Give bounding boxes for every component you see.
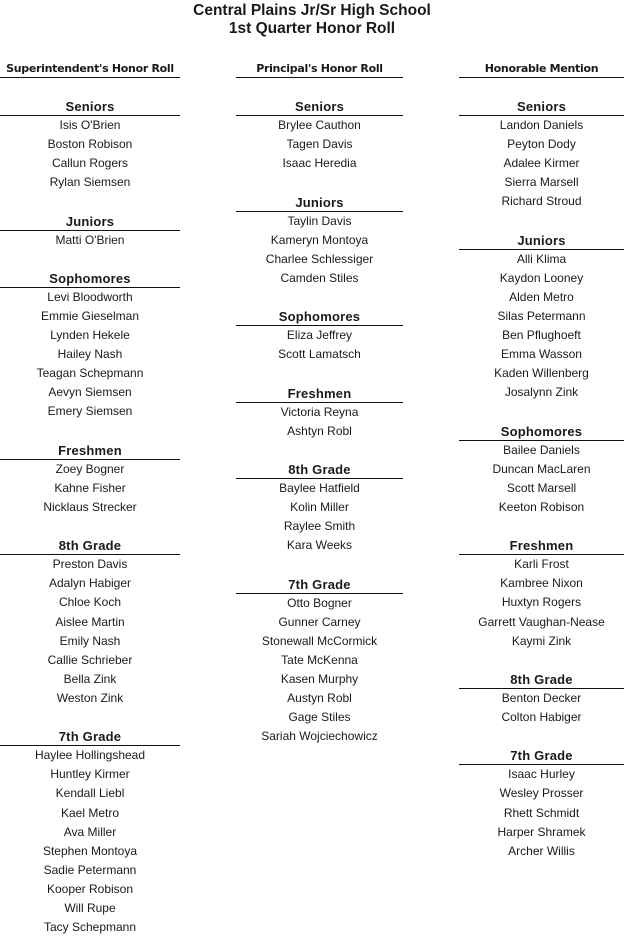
student-name: Eliza Jeffrey (286, 328, 353, 343)
student-list (236, 116, 403, 173)
student-name: Ava Miller (63, 824, 117, 839)
student-name: Kaymi Zink (511, 633, 572, 648)
student-name: Otto Bogner (287, 595, 352, 610)
student-list (459, 555, 624, 650)
student-name: Ashtyn Robl (287, 423, 352, 438)
grade-section (459, 537, 624, 650)
grade-heading: 8th Grade (459, 671, 624, 689)
student-list (0, 460, 180, 517)
grade-heading: Freshmen (236, 385, 403, 403)
student-name: Kaden Willenberg (494, 366, 589, 381)
student-name: Emma Wasson (501, 347, 582, 362)
grade-section (459, 747, 624, 860)
student-name: Josalynn Zink (504, 385, 579, 400)
grade-section (236, 385, 403, 441)
student-name: Stephen Montoya (42, 843, 138, 858)
student-list (0, 746, 180, 937)
student-name: Emily Nash (59, 633, 121, 648)
student-name: Austyn Robl (287, 690, 352, 705)
student-name: Raylee Smith (283, 519, 356, 534)
grade-heading: Seniors (459, 98, 624, 116)
student-name: Harper Shramek (497, 824, 586, 839)
student-list (236, 594, 403, 747)
student-list (459, 441, 624, 517)
student-list (459, 689, 624, 727)
student-name: Scott Marsell (506, 480, 577, 495)
grade-section (0, 270, 180, 422)
student-name: Victoria Reyna (280, 404, 359, 419)
student-name: Kaydon Looney (499, 270, 584, 285)
student-name: Zoey Bogner (55, 461, 125, 476)
student-name: Haylee Hollingshead (34, 748, 146, 763)
grade-heading: Freshmen (459, 537, 624, 555)
student-name: Kendall Liebl (55, 786, 125, 801)
grade-heading: Juniors (0, 213, 180, 231)
student-name: Chloe Koch (58, 595, 122, 610)
grade-section (0, 213, 180, 250)
grade-section (459, 98, 624, 211)
student-name: Weston Zink (56, 690, 124, 705)
student-name: Kolin Miller (290, 499, 349, 514)
column-heading: Honorable Mention (459, 62, 624, 78)
grade-heading: Sophomores (236, 308, 403, 326)
grade-heading: Juniors (236, 194, 403, 212)
student-list (0, 288, 180, 422)
student-name: Sariah Wojciechowicz (261, 729, 378, 744)
grade-heading: 8th Grade (236, 461, 403, 479)
student-name: Kael Metro (60, 805, 120, 820)
student-name: Karli Frost (514, 557, 569, 572)
student-name: Alli Klima (516, 251, 567, 266)
student-name: Isaac Hurley (508, 767, 575, 782)
grade-heading: Sophomores (459, 423, 624, 441)
student-name: Gunner Carney (278, 614, 361, 629)
student-name: Colton Habiger (501, 710, 582, 725)
student-list (0, 116, 180, 192)
student-name: Gage Stiles (288, 710, 351, 725)
student-list (236, 212, 403, 288)
grade-heading: Seniors (0, 98, 180, 116)
column-heading: Principal's Honor Roll (236, 62, 403, 78)
student-name: Adalyn Habiger (48, 576, 132, 591)
document-title: Central Plains Jr/Sr High School (193, 2, 431, 19)
student-name: Sierra Marsell (504, 175, 579, 190)
student-list (459, 116, 624, 211)
student-name: Teagan Schepmann (36, 366, 144, 381)
student-name: Emery Siemsen (47, 404, 133, 419)
student-name: Isis O'Brien (59, 118, 121, 132)
grade-section (236, 308, 403, 364)
student-name: Charlee Schlessiger (265, 251, 374, 266)
student-name: Aevyn Siemsen (48, 385, 132, 400)
grade-section (236, 461, 403, 555)
student-name: Peyton Dody (507, 137, 576, 152)
student-name: Emmie Gieselman (40, 308, 140, 323)
student-name: Adalee Kirmer (503, 156, 580, 171)
student-name: Duncan MacLaren (492, 461, 591, 476)
student-name: Nicklaus Strecker (43, 499, 137, 514)
student-name: Tacy Schepmann (43, 920, 137, 935)
student-list (459, 765, 624, 860)
document-subtitle: 1st Quarter Honor Roll (228, 20, 396, 37)
grade-section (0, 728, 180, 937)
student-name: Preston Davis (52, 557, 128, 572)
grade-heading: Juniors (459, 232, 624, 250)
grade-section (0, 98, 180, 192)
column-heading: Superintendent's Honor Roll (0, 62, 180, 78)
student-name: Isaac Heredia (282, 156, 357, 171)
grade-heading: 8th Grade (0, 537, 180, 555)
student-name: Benton Decker (501, 691, 582, 705)
grade-section (459, 232, 624, 403)
student-name: Wesley Prosser (499, 786, 584, 801)
grade-heading: 7th Grade (459, 747, 624, 765)
student-name: Callie Schrieber (47, 652, 133, 667)
student-name: Scott Lamatsch (278, 347, 361, 362)
grade-heading: 7th Grade (236, 576, 403, 594)
student-name: Will Rupe (64, 901, 116, 916)
grade-heading: Sophomores (0, 270, 180, 288)
student-name: Taylin Davis (287, 213, 352, 228)
student-name: Richard Stroud (501, 194, 582, 209)
student-name: Tagen Davis (286, 137, 353, 152)
grade-heading: 7th Grade (0, 728, 180, 746)
student-name: Ben Pflughoeft (502, 328, 581, 343)
student-name: Boston Robison (47, 137, 133, 152)
student-name: Alden Metro (509, 289, 574, 304)
student-name: Bailee Daniels (503, 442, 580, 457)
student-name: Hailey Nash (57, 347, 123, 362)
student-name: Rylan Siemsen (49, 175, 131, 190)
student-name: Bella Zink (63, 671, 117, 686)
student-name: Kameryn Montoya (270, 232, 369, 247)
grade-section (236, 194, 403, 288)
student-name: Silas Petermann (497, 308, 586, 323)
student-name: Baylee Hatfield (279, 480, 360, 495)
student-list (236, 326, 403, 364)
student-name: Stonewall McCormick (261, 633, 378, 648)
student-name: Lynden Hekele (50, 328, 130, 343)
student-name: Aislee Martin (55, 614, 125, 629)
student-name: Landon Daniels (499, 118, 584, 132)
student-name: Kasen Murphy (280, 671, 359, 686)
student-list (459, 250, 624, 403)
student-name: Kooper Robison (46, 881, 134, 896)
student-name: Kahne Fisher (54, 480, 126, 495)
grade-heading: Freshmen (0, 442, 180, 460)
student-name: Kara Weeks (286, 538, 353, 553)
student-name: Rhett Schmidt (503, 805, 580, 820)
grade-section (0, 537, 180, 708)
student-name: Tate McKenna (281, 652, 358, 667)
student-name: Callun Rogers (51, 156, 129, 171)
student-name: Huntley Kirmer (50, 767, 130, 782)
student-name: Keeton Robison (498, 499, 585, 514)
student-list (236, 479, 403, 555)
student-name: Brylee Cauthon (278, 118, 361, 132)
grade-section (0, 442, 180, 517)
grade-section (459, 671, 624, 727)
student-name: Archer Willis (508, 843, 575, 858)
student-name: Garrett Vaughan-Nease (478, 614, 605, 629)
student-name: Huxtyn Rogers (501, 595, 582, 610)
grade-section (236, 98, 403, 173)
student-name: Camden Stiles (280, 270, 359, 285)
student-list (0, 555, 180, 708)
student-name: Levi Bloodworth (47, 289, 133, 304)
student-list (236, 403, 403, 441)
grade-heading: Seniors (236, 98, 403, 116)
student-name: Sadie Petermann (43, 862, 137, 877)
student-list (0, 231, 180, 250)
student-name: Matti O'Brien (55, 232, 125, 247)
grade-section (236, 576, 403, 747)
grade-section (459, 423, 624, 517)
student-name: Kambree Nixon (500, 576, 583, 591)
